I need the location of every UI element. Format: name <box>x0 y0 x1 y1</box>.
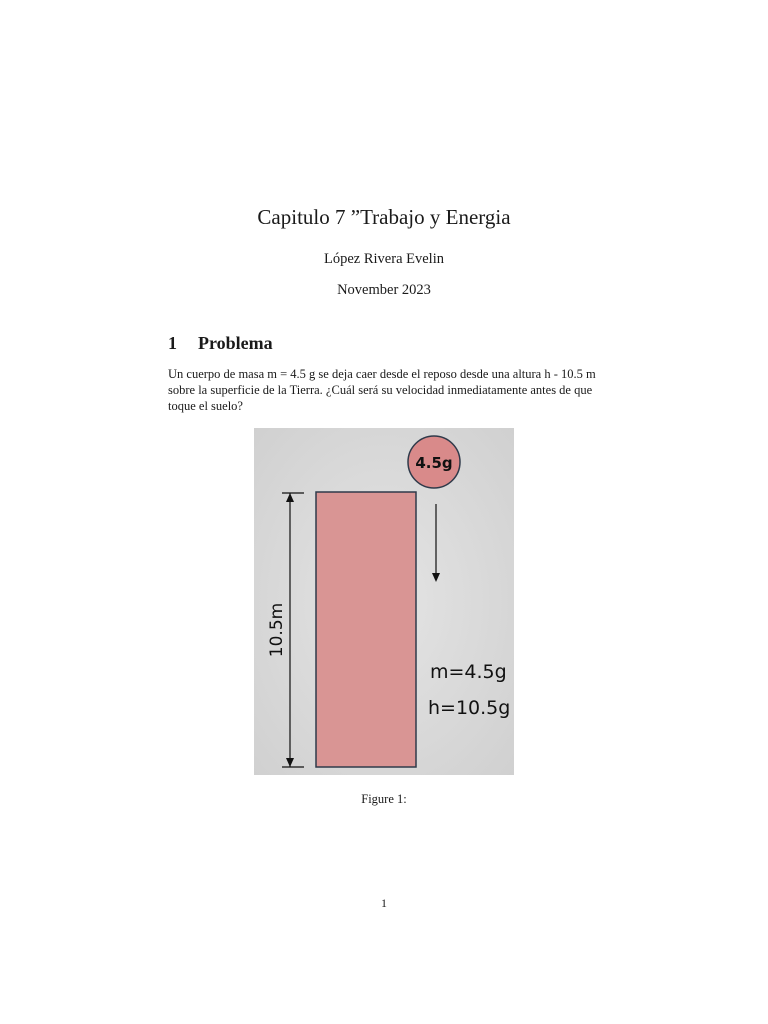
section-number: 1 <box>168 333 177 353</box>
document-title: Capitulo 7 ”Trabajo y Energia <box>257 205 511 229</box>
document-author: López Rivera Evelin <box>324 251 444 267</box>
height-label: 10.5m <box>267 602 287 658</box>
section-title: Problema <box>198 333 273 353</box>
height-block <box>316 492 416 767</box>
figure-image <box>254 428 514 775</box>
ball-label: 4.5g <box>415 454 453 472</box>
page-number: 1 <box>381 896 387 910</box>
section-heading <box>168 333 273 354</box>
mass-label: m=4.5g <box>430 661 507 683</box>
problem-paragraph: Un cuerpo de masa m = 4.5 g se deja caer desde el reposo desde una altura h - 10.5 m sobre la superficie de la Tierra. ¿Cuál será su velocidad inmediatamente antes de que toque el suelo? <box>168 367 596 413</box>
document-date: November 2023 <box>337 282 431 298</box>
figure-caption: Figure 1: <box>361 792 407 806</box>
height-value-label: h=10.5g <box>428 697 511 719</box>
